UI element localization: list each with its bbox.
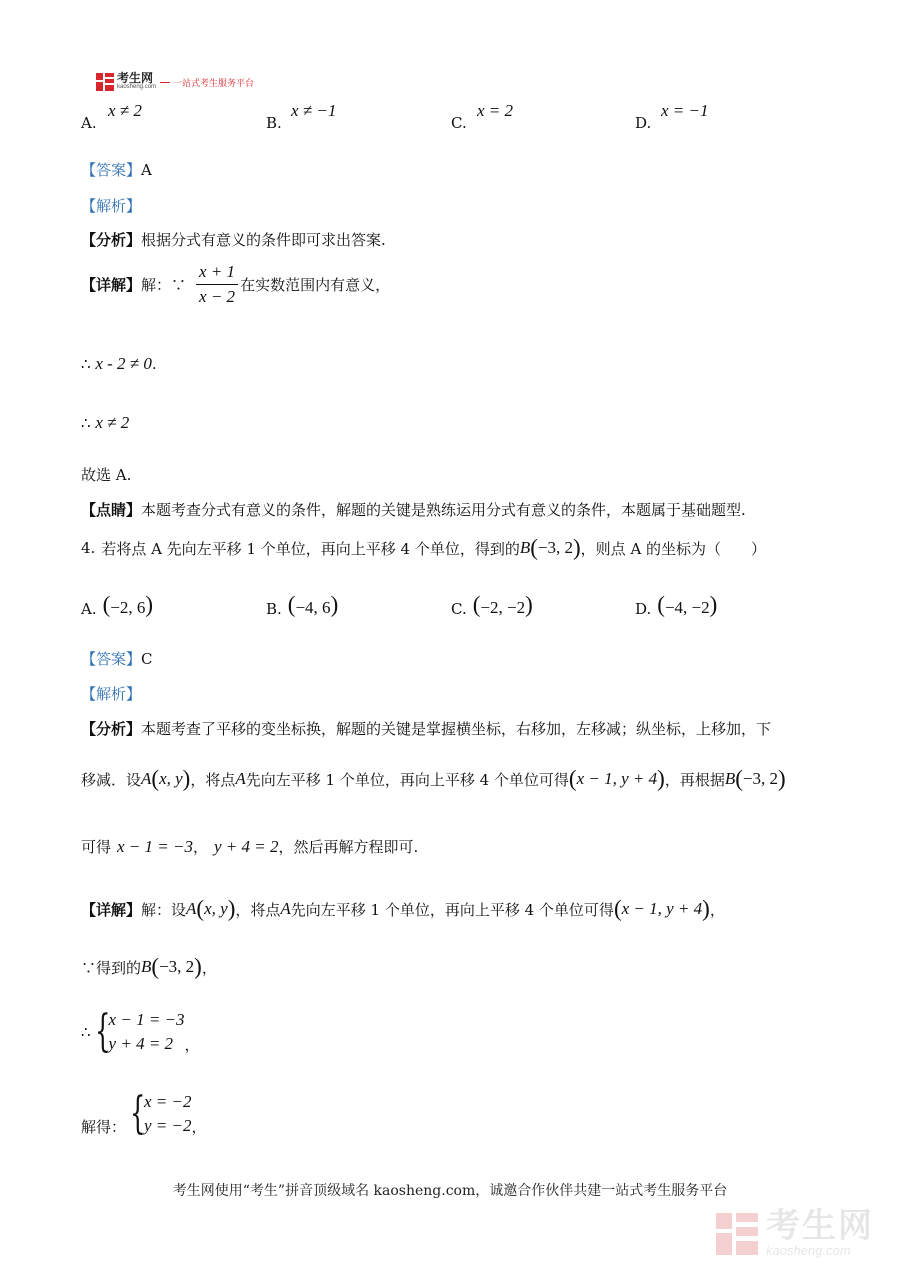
fenxi-text: 根据分式有意义的条件即可求出答案. xyxy=(141,231,386,249)
q4-option-b-coord: −4, 6 xyxy=(295,598,331,617)
watermark-domain: kaosheng.com xyxy=(766,1243,851,1258)
answer-value: C xyxy=(141,650,153,668)
equation-2: y + 4 = 2 xyxy=(214,836,279,856)
footer-text: 考生网使用“考生”拼音顶级域名 kaosheng.com，诚邀合作伙伴共建一站式考生服务平台 xyxy=(172,1183,728,1199)
q4-stem-a: 若将点 A 先向左平移 1 个单位，再向上平移 4 个单位，得到的 xyxy=(101,539,520,558)
step1-end: . xyxy=(151,355,157,373)
q4-number: 4. xyxy=(81,539,96,557)
q3-answer xyxy=(81,159,152,180)
q4-xiangjie: 【详解】 解：设 A ( x, y ) ，将点 A 先向左平移 1 个单位，再向上平移 4 个单位可得 ( x − 1, y + 4 ) ， xyxy=(81,896,725,921)
q4-stem: 4. 若将点 A 先向左平移 1 个单位，再向上平移 4 个单位，得到的 B ( −3, 2 ) ，则点 A 的坐标为（ ） xyxy=(81,535,767,560)
q3-option-d-math: x = −1 xyxy=(661,101,709,120)
answer-tag: 【答案】 xyxy=(81,161,142,179)
q3-step2 xyxy=(81,413,129,433)
q4-option-d-coord: −4, −2 xyxy=(664,598,710,617)
q4-analysis-tag: 【解析】 xyxy=(81,685,142,703)
q4-fenxi-line3: 可得 x − 1 = −3 ， y + 4 = 2 ，然后再解方程即可. xyxy=(81,836,419,856)
q3-xiangjie xyxy=(81,262,390,307)
q3-option-c-letter: C. xyxy=(451,114,467,132)
therefore-symbol: ∴ xyxy=(81,414,91,432)
logo-name: 考生网 xyxy=(117,71,154,85)
left-brace: { xyxy=(94,1005,110,1057)
kaosheng-logo-icon xyxy=(96,73,114,91)
q4-option-c: C. ( −2, −2 ) xyxy=(451,592,533,618)
xiangjie-lead: 解：∵ xyxy=(141,276,187,294)
xiangjie-tag: 【详解】 xyxy=(81,276,142,294)
q4-system-1: ∴ { x − 1 = −3 y + 4 = 2 ， xyxy=(81,1005,200,1057)
fraction-numerator: x + 1 xyxy=(196,262,238,285)
point-a-label: A xyxy=(141,769,152,788)
shift-coord: x − 1, y + 4 xyxy=(576,769,658,788)
dianjing-tag: 【点睛】 xyxy=(81,501,142,519)
q4-option-b: B. ( −4, 6 ) xyxy=(266,592,339,618)
step2-math: x ≠ 2 xyxy=(95,413,130,432)
q3-analysis-tag: 【解析】 xyxy=(81,197,142,215)
logo-domain: kaosheng.com xyxy=(117,84,157,90)
q3-choose: 故选 A. xyxy=(81,466,132,484)
point-b-label: B xyxy=(519,538,531,557)
q3-option-a-letter: A. xyxy=(81,114,97,132)
step1-math: x - 2 ≠ 0 xyxy=(95,354,152,373)
q4-system-2: 解得： { x = −2 y = −2 ， xyxy=(81,1087,207,1139)
fraction xyxy=(196,262,238,307)
q4-option-c-coord: −2, −2 xyxy=(480,598,526,617)
q4-option-a-coord: −2, 6 xyxy=(110,598,146,617)
logo-slogan: 一站式考生服务平台 xyxy=(173,78,255,89)
xiangjie-tag: 【详解】 xyxy=(81,900,142,919)
watermark-name: 考生网 xyxy=(766,1207,874,1245)
fenxi-tag: 【分析】 xyxy=(81,231,142,249)
q3-fenxi xyxy=(81,229,386,250)
q4-option-a: A. ( −2, 6 ) xyxy=(81,592,154,618)
q4-answer xyxy=(81,648,153,669)
q3-option-d-letter: D. xyxy=(635,114,652,132)
watermark-logo-icon xyxy=(716,1213,758,1255)
q4-fenxi-line2: 移减．设 A ( x, y ) ，将点 A 先向左平移 1 个单位，再向上平移 4 个单位可得 ( x − 1, y + 4 ) ，再根据 B ( −3, 2 ) xyxy=(81,766,786,791)
q4-fenxi-line1 xyxy=(81,718,771,739)
answer-tag: 【答案】 xyxy=(81,650,142,668)
fraction-denominator: x − 2 xyxy=(199,287,236,306)
logo-divider xyxy=(160,82,170,83)
q4-option-d: D. ( −4, −2 ) xyxy=(635,592,718,618)
q3-option-a-math: x ≠ 2 xyxy=(108,101,142,120)
q3-option-c-math: x = 2 xyxy=(477,101,514,120)
q3-step1 xyxy=(81,354,157,374)
header-logo xyxy=(96,72,254,92)
q3-option-b-letter: B. xyxy=(266,114,282,132)
answer-value: A xyxy=(141,161,152,179)
therefore-symbol: ∴ xyxy=(81,355,91,373)
q4-stem-b: ，则点 A 的坐标为（ ） xyxy=(580,539,767,558)
q4-because: ∵得到的 B ( −3, 2 ) ， xyxy=(81,954,217,979)
fenxi-line1-text: 本题考查了平移的变坐标换，解题的关键是掌握横坐标，右移加，左移减；纵坐标，上移加，下 xyxy=(141,720,772,738)
equation-1: x − 1 = −3 xyxy=(117,836,193,856)
fenxi-tag: 【分析】 xyxy=(81,720,142,738)
point-b-coord: −3, 2 xyxy=(537,538,573,557)
q3-dianjing xyxy=(81,499,746,520)
watermark xyxy=(716,1209,874,1258)
left-brace: { xyxy=(130,1087,146,1139)
q3-option-b-math: x ≠ −1 xyxy=(291,101,337,120)
xiangjie-tail: 在实数范围内有意义， xyxy=(240,276,391,294)
dianjing-text: 本题考查分式有意义的条件，解题的关键是熟练运用分式有意义的条件，本题属于基础题型. xyxy=(141,501,746,519)
